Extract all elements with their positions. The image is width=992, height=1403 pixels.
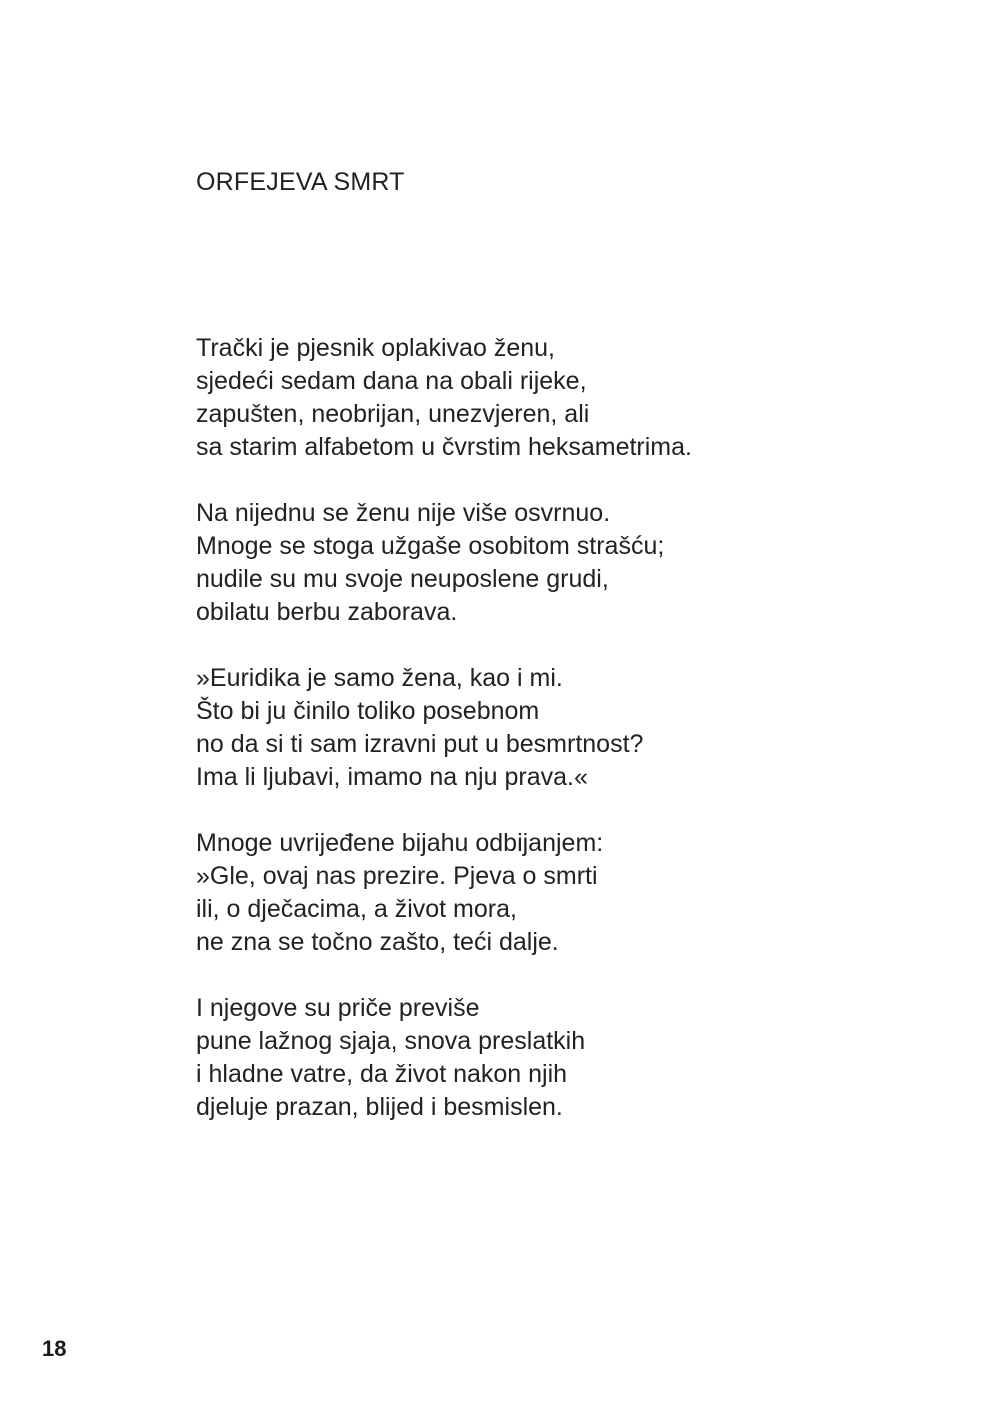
stanza	[196, 992, 896, 1124]
poem-line: ili, o dječacima, a život mora,	[196, 895, 517, 923]
stanza	[196, 332, 896, 464]
poem-line: Trački je pjesnik oplakivao ženu,	[196, 334, 555, 362]
poem-line: ne zna se točno zašto, teći dalje.	[196, 928, 559, 956]
poem-line: I njegove su priče previše	[196, 994, 480, 1022]
poem-line: obilatu berbu zaborava.	[196, 598, 458, 626]
poem-line: Mnoge uvrijeđene bijahu odbijanjem:	[196, 829, 604, 857]
poem-line: sjedeći sedam dana na obali rijeke,	[196, 367, 587, 395]
poem-line: nudile su mu svoje neuposlene grudi,	[196, 565, 609, 593]
poem-title: ORFEJEVA SMRT	[196, 168, 405, 196]
poem-line: zapušten, neobrijan, unezvjeren, ali	[196, 400, 590, 428]
stanza	[196, 497, 896, 629]
poem-line: djeluje prazan, blijed i besmislen.	[196, 1093, 563, 1121]
stanza	[196, 827, 896, 959]
poem-body	[196, 332, 896, 1157]
stanza	[196, 662, 896, 794]
poem-line: Mnoge se stoga užgaše osobitom strašću;	[196, 532, 665, 560]
poem-line: i hladne vatre, da život nakon njih	[196, 1060, 568, 1088]
poem-line: »Euridika je samo žena, kao i mi.	[196, 664, 563, 692]
poem-line: Što bi ju činilo toliko posebnom	[196, 697, 540, 725]
poem-line: Na nijednu se ženu nije više osvrnuo.	[196, 499, 611, 527]
poem-line: »Gle, ovaj nas prezire. Pjeva o smrti	[196, 862, 598, 890]
poem-line: sa starim alfabetom u čvrstim heksametrima.	[196, 433, 692, 461]
poem-line: no da si ti sam izravni put u besmrtnost?	[196, 730, 644, 758]
page-number: 18	[42, 1336, 67, 1361]
poem-line: Ima li ljubavi, imamo na nju prava.«	[196, 763, 588, 791]
poem-line: pune lažnog sjaja, snova preslatkih	[196, 1027, 586, 1055]
